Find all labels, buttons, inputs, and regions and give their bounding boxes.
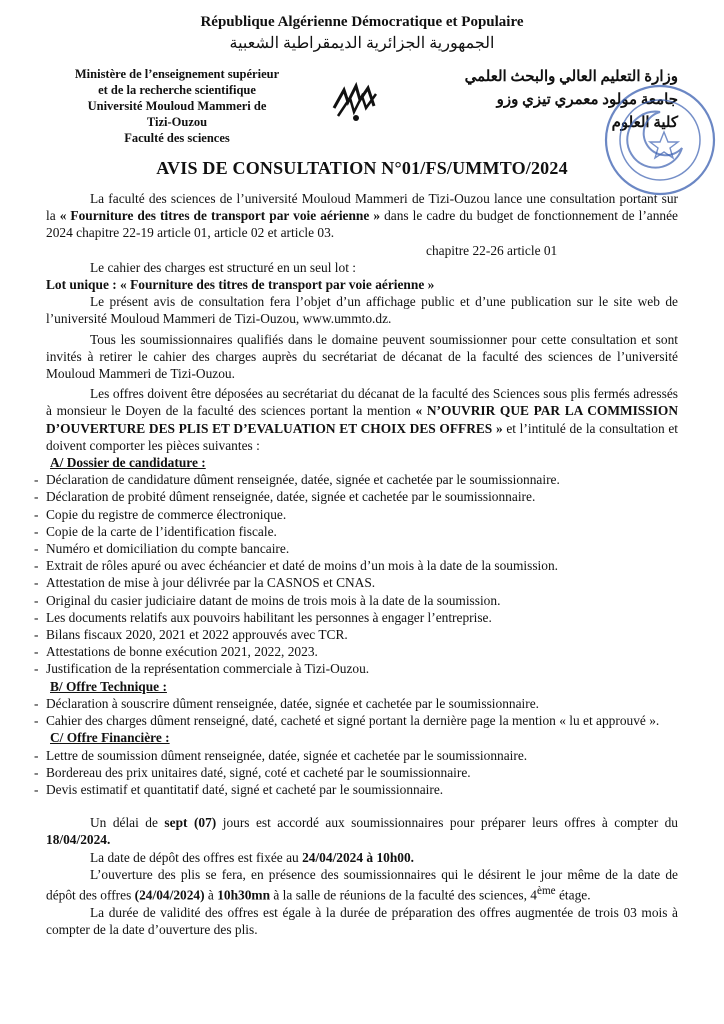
list-item: - Attestation de mise à jour délivrée par la CASNOS et CNAS. [34,574,678,591]
deposit-date: 24/04/2024 à 10h00. [302,849,415,865]
opening-paragraph [46,866,678,904]
list-item: - Original du casier judiciaire datant de moins de trois mois à la date de la soumission. [34,592,678,609]
deposit-date-text: La date de dépôt des offres est fixée au [90,849,303,865]
republic-title-fr: République Algérienne Démocratique et Populaire [200,14,524,30]
validity-paragraph: La durée de validité des offres est égale à la durée de préparation des offres augmentée de trois 03 mois à compter de la date d’ouverture des plis. [46,904,678,937]
ministry-line-ar: وزارة التعليم العالي والبحث العلمي [464,69,678,85]
page-title: AVIS DE CONSULTATION N°01/FS/UMMTO/2024 [156,158,568,178]
opening-place: à la salle de réunions de la faculté des sciences, 4 [270,887,538,903]
ministry-header-fr [62,66,292,146]
lot-structure: Le cahier des charges est structuré en un seul lot : [90,259,356,275]
list-item: - Déclaration à souscrire dûment renseignée, datée, signée et cachetée par le soumissionnaire. [34,695,678,712]
list-item: - Extrait de rôles apuré ou avec échéancier et daté de moins d’un mois à la date de la soumission. [34,557,678,574]
list-item: - Numéro et domiciliation du compte bancaire. [34,540,678,557]
list-item: - Copie de la carte de l’identification fiscale. [34,523,678,540]
deadline-paragraph [46,814,678,848]
list-item: - Justification de la représentation commerciale à Tizi-Ouzou. [34,660,678,677]
faculty-stamp-icon [602,82,718,198]
deadline-text: Un délai de [90,815,165,831]
list-item: - Cahier des charges dûment renseigné, daté, cacheté et signé portant la dernière page la mention « lu et approuvé ». [34,712,678,729]
intro-paragraph [46,190,678,242]
spacer [46,798,678,814]
deposit-mention: « N’OUVRIR QUE PAR LA COMMISSION D’OUVERTURE DES PLIS ET D’EVALUATION ET CHOIX DES OFFRES » [46,403,679,436]
intro-subject: « Fourniture des titres de transport par voie aérienne » [59,208,381,224]
list-item: - Copie du registre de commerce électronique. [34,506,678,523]
opening-text-2: à [204,887,218,903]
floor-suffix: ème [537,884,556,897]
ministry-line: et de la recherche scientifique [98,83,256,97]
university-logo-icon [328,78,384,126]
section-c-title: C/ Offre Financière : [50,730,170,746]
eligibility-paragraph: Tous les soumissionnaires qualifiés dans le domaine peuvent soumissionner pour cette consultation et sont invités à retirer le cahier des charges auprès du secrétariat de décanat de la faculté des sciences de l’université Mouloud Mammeri de Tizi-Ouzou. [46,331,678,382]
opening-text: L’ouverture des plis se fera, en présence des soumissionnaires qui le désirent le jour même de la date de dépôt des offres [46,866,678,903]
list-item: - Attestations de bonne exécution 2021, 2022, 2023. [34,643,678,660]
deadline-start-date: 18/04/2024. [46,832,111,848]
opening-time: 10h30mn [217,887,271,903]
deposit-paragraph [46,385,678,454]
section-a-title: A/ Dossier de candidature : [50,455,206,471]
deposit-requirements: et l’intitulé de la consultation et doivent comporter les pièces suivantes : [46,420,678,453]
section-c-list [46,747,678,799]
list-item: - Bordereau des prix unitaires daté, signé, coté et cacheté par le soumissionnaire. [34,764,678,781]
list-item: - Lettre de soumission dûment renseignée, datée, signée et cachetée par le soumissionnaire. [34,747,678,764]
faculty-line-ar: كلية العلوم [611,115,678,131]
list-item: - Déclaration de probité dûment renseignée, datée, signée et cachetée par le soumissionnaire. [34,488,678,505]
chapter-line: chapitre 22-26 article 01 [426,242,558,258]
republic-title-ar: الجمهورية الجزائرية الديمقراطية الشعبية [229,35,495,52]
university-line-ar: جامعة مولود معمري تيزي وزو [496,92,678,108]
list-item: - Bilans fiscaux 2020, 2021 et 2022 approuvés avec TCR. [34,626,678,643]
list-item: - Devis estimatif et quantitatif daté, signé et cacheté par le soumissionnaire. [34,781,678,798]
section-b-title: B/ Offre Technique : [50,678,167,694]
section-b-list [46,695,678,729]
deposit-text: Les offres doivent être déposées au secrétariat du décanat de la faculté des Sciences sous plis fermés adressés à monsieur le Doyen de la faculté des sciences portant la mention [46,386,678,419]
university-line: Université Mouloud Mammeri de [87,99,267,113]
list-item: - Déclaration de candidature dûment renseignée, datée, signée et cachetée par le soumissionnaire. [34,471,678,488]
intro-text: La faculté des sciences de l’université Mouloud Mammeri de Tizi-Ouzou lance une consultation portant sur la [46,191,678,224]
deposit-date-paragraph [46,849,678,866]
lot-unique: Lot unique : « Fourniture des titres de transport par voie aérienne » [46,277,435,293]
deadline-days: sept (07) [164,815,217,831]
city-line: Tizi-Ouzou [146,115,208,129]
list-item: - Les documents relatifs aux pouvoirs habilitant les personnes à engager l’entreprise. [34,609,678,626]
deadline-text-2: jours est accordé aux soumissionnaires pour préparer leurs offres à compter du [216,815,679,831]
faculty-line: Faculté des sciences [124,131,230,145]
intro-budget: dans le cadre du budget de fonctionnement de l’année 2024 chapitre 22-19 article 01, article 02 et article 03. [46,208,678,241]
ministry-line: Ministère de l’enseignement supérieur [74,67,280,81]
document-body [46,190,678,938]
publication-paragraph: Le présent avis de consultation fera l’objet d’un affichage public et d’une publication sur le site web de l’université Mouloud Mammeri de Tizi-Ouzou, www.ummto.dz. [46,294,678,327]
section-a-list [46,471,678,677]
opening-floor: étage. [555,887,591,903]
opening-date: (24/04/2024) [134,887,205,903]
